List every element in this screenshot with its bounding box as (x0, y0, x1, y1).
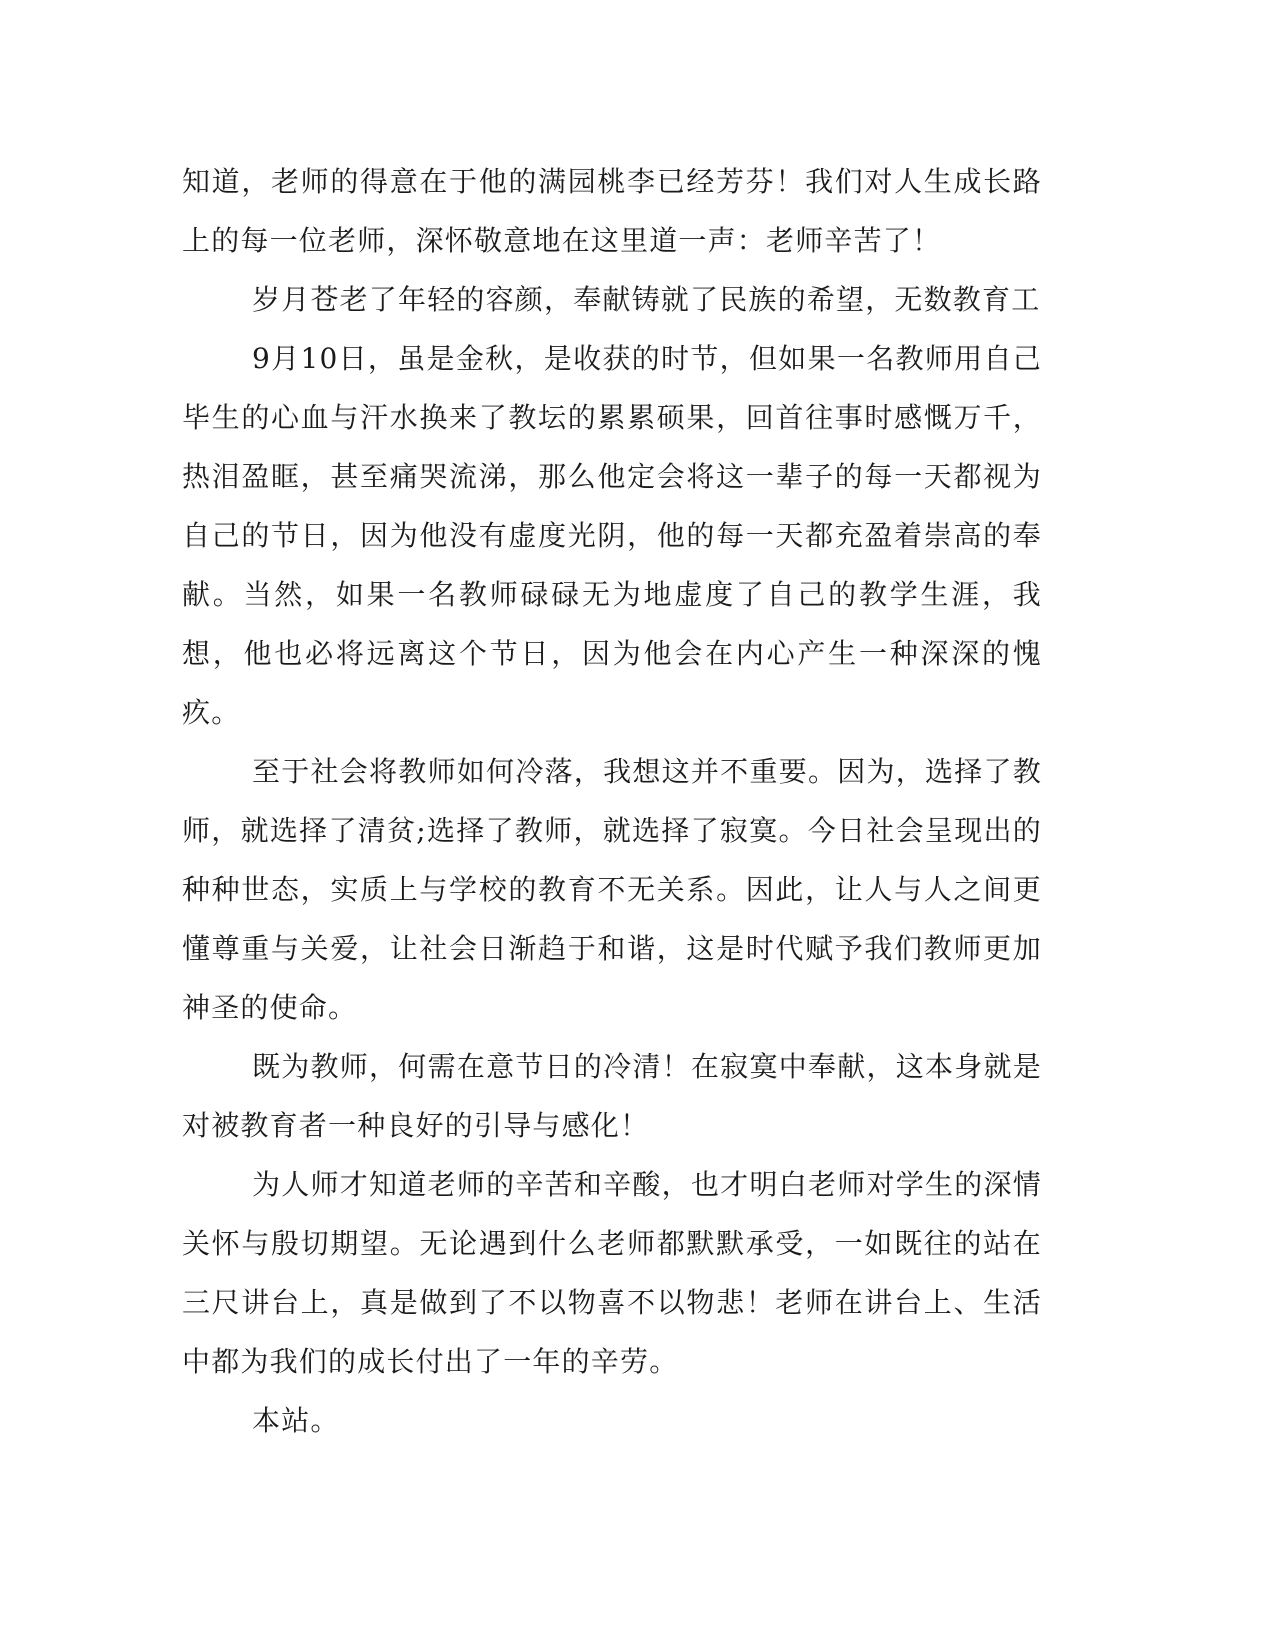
paragraph-7: 本站。 (252, 1404, 340, 1437)
paragraph-6: 为人师才知道老师的辛苦和辛酸，也才明白老师对学生的深情关怀与殷切期望。无论遇到什么老师都默默承受，一如既往的站在三尺讲台上，真是做到了不以物喜不以物悲！老师在讲台上、生活中都为我们的成长付出了一年的辛劳。 (182, 1168, 1042, 1378)
paragraph-4: 至于社会将教师如何冷落，我想这并不重要。因为，选择了教师，就选择了清贫;选择了教师，就选择了寂寞。今日社会呈现出的种种世态，实质上与学校的教育不无关系。因此，让人与人之间更懂尊重与关爱，让社会日渐趋于和谐，这是时代赋予我们教师更加神圣的使命。 (182, 755, 1042, 1024)
paragraph-3: 9月10日，虽是金秋，是收获的时节，但如果一名教师用自己毕生的心血与汗水换来了教坛的累累硕果，回首往事时感慨万千，热泪盈眶，甚至痛哭流涕，那么他定会将这一辈子的每一天都视为自己的节日，因为他没有虚度光阴，他的每一天都充盈着崇高的奉献。当然，如果一名教师碌碌无为地虚度了自己的教学生涯，我想，他也必将远离这个节日，因为他会在内心产生一种深深的愧疚。 (182, 342, 1042, 729)
document-body (182, 152, 1042, 1450)
paragraph-5: 既为教师，何需在意节日的冷清！在寂寞中奉献，这本身就是对被教育者一种良好的引导与感化！ (182, 1050, 1042, 1142)
paragraph-2: 岁月苍老了年轻的容颜，奉献铸就了民族的希望，无数教育工 (252, 283, 1041, 316)
paragraph-1: 知道，老师的得意在于他的满园桃李已经芳芬！我们对人生成长路上的每一位老师，深怀敬意地在这里道一声：老师辛苦了！ (182, 165, 1042, 257)
